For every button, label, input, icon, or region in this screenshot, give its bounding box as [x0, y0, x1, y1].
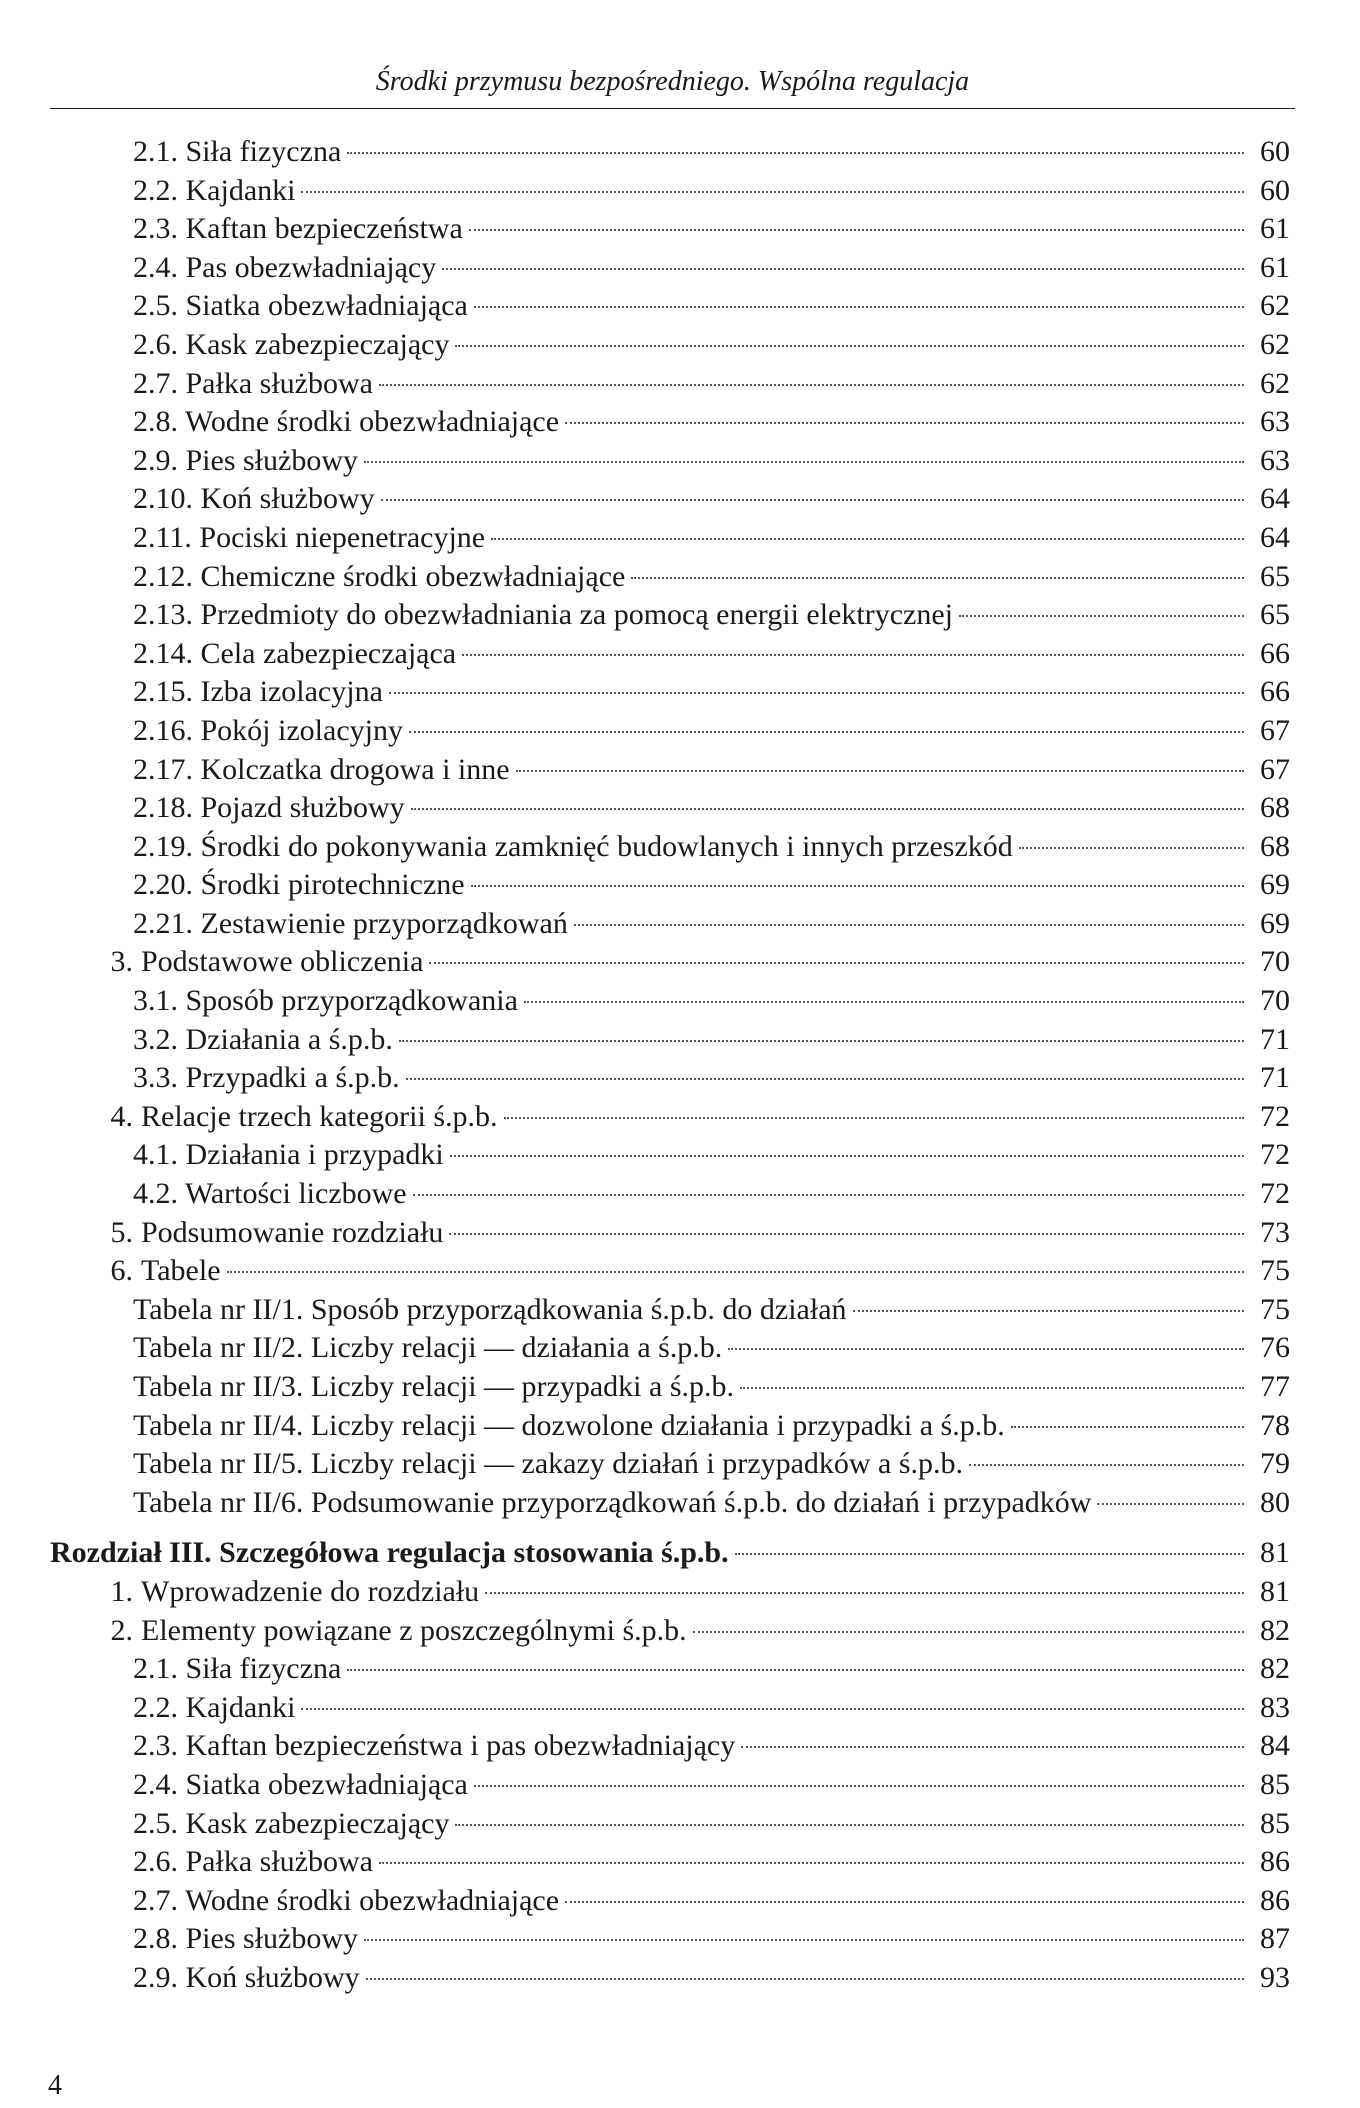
- toc-entry-title: 2.10. Koń służbowy: [133, 482, 375, 516]
- toc-entry-page: 75: [1260, 1292, 1290, 1326]
- toc-entry-title: 2.16. Pokój izolacyjny: [133, 713, 403, 747]
- dot-leader: [379, 1862, 1244, 1864]
- toc-entry: [50, 442, 1290, 481]
- toc-entry: [50, 1766, 1290, 1805]
- dot-leader: [969, 1464, 1244, 1466]
- toc-entry: [50, 1291, 1290, 1330]
- toc-entry-title: 2.15. Izba izolacyjna: [133, 675, 383, 709]
- toc-entry-title: Podsumowanie rozdziału: [141, 1215, 444, 1249]
- toc-entry-title: 2.21. Zestawienie przyporządkowań: [133, 906, 568, 940]
- toc-entry-page: 61: [1260, 212, 1290, 246]
- toc-entry-page: 85: [1260, 1806, 1290, 1840]
- toc-entry-title: 2.18. Pojazd służbowy: [133, 791, 405, 825]
- toc-entry: [50, 1021, 1290, 1060]
- toc-entry: [50, 1805, 1290, 1844]
- toc-entry-title: Tabela nr II/4. Liczby relacji — dozwolone działania i przypadki a ś.p.b.: [133, 1408, 1005, 1442]
- toc-entry-page: 81: [1260, 1536, 1290, 1570]
- toc-entry-title: Tabela nr II/3. Liczby relacji — przypadki a ś.p.b.: [133, 1370, 734, 1403]
- dot-leader: [411, 808, 1244, 810]
- toc-entry-page: 63: [1260, 405, 1290, 439]
- toc-entry-title: 2.8. Wodne środki obezwładniające: [133, 405, 560, 439]
- toc-entry-title: 2.9. Pies służbowy: [133, 443, 358, 477]
- toc-entry-page: 62: [1260, 289, 1290, 323]
- dot-leader: [735, 1553, 1244, 1555]
- toc-entry: [50, 1252, 1290, 1291]
- toc-entry-page: 86: [1260, 1883, 1290, 1917]
- toc-entry-title: 2.14. Cela zabezpieczająca: [133, 636, 457, 670]
- toc-entry-page: 60: [1260, 173, 1290, 207]
- toc-entry-title: 2.11. Pociski niepenetracyjne: [133, 520, 486, 554]
- toc-entry-title: Wprowadzenie do rozdziału: [141, 1574, 480, 1608]
- toc-entry: [50, 1098, 1290, 1137]
- toc-entry: [50, 712, 1290, 751]
- toc-entry: [50, 1689, 1290, 1728]
- toc-entry-page: 69: [1260, 868, 1290, 902]
- toc-entry: [50, 365, 1290, 404]
- toc-entry: [50, 1136, 1290, 1175]
- toc-entry-title: 2.13. Przedmioty do obezwładniania za pomocą energii elektrycznej: [133, 598, 953, 632]
- toc-entry-title: Tabela nr II/1. Sposób przyporządkowania ś.p.b. do działań: [133, 1292, 847, 1326]
- dot-leader: [301, 1708, 1244, 1710]
- dot-leader: [227, 1271, 1244, 1273]
- dot-leader: [449, 1233, 1244, 1235]
- toc-entry-page: 71: [1260, 1061, 1290, 1095]
- dot-leader: [364, 1939, 1244, 1941]
- toc-entry-page: 72: [1260, 1138, 1290, 1172]
- dot-leader: [406, 1078, 1244, 1080]
- toc-entry-title: Rozdział III. Szczegółowa regulacja stosowania ś.p.b.: [50, 1536, 729, 1570]
- toc-entry-page: 62: [1260, 366, 1290, 400]
- dot-leader: [631, 577, 1244, 579]
- header-rule: [50, 108, 1295, 109]
- toc-entry-page: 70: [1260, 945, 1290, 979]
- toc-entry-page: 70: [1260, 984, 1290, 1018]
- page-number: 4: [48, 2070, 62, 2101]
- dot-leader: [693, 1631, 1244, 1633]
- toc-chapter-entry: [50, 1534, 1290, 1573]
- toc-entry-page: 87: [1260, 1922, 1290, 1956]
- dot-leader: [301, 191, 1244, 193]
- toc-entry: [50, 1214, 1290, 1253]
- toc-entry: [50, 403, 1290, 442]
- toc-entry-title: Tabela nr II/2. Liczby relacji — działania a ś.p.b.: [133, 1331, 723, 1365]
- toc-entry: [50, 751, 1290, 790]
- toc-entry-page: 71: [1260, 1022, 1290, 1056]
- toc-entry-page: 67: [1260, 713, 1290, 747]
- toc-entry: [50, 1175, 1290, 1214]
- toc-entry: [50, 1407, 1290, 1446]
- toc-entry: [50, 480, 1290, 519]
- dot-leader: [574, 924, 1244, 926]
- toc-entry-page: 82: [1260, 1652, 1290, 1686]
- toc-entry: [50, 558, 1290, 597]
- toc-entry-page: 81: [1260, 1574, 1290, 1608]
- toc-entry-title: 4.1. Działania i przypadki: [133, 1138, 444, 1172]
- toc-entry-page: 64: [1260, 520, 1290, 554]
- toc-entry-page: 85: [1260, 1767, 1290, 1801]
- dot-leader: [491, 538, 1244, 540]
- toc-entry: [50, 1329, 1290, 1368]
- dot-leader: [381, 499, 1244, 501]
- toc-entry-title: Tabela nr II/6. Podsumowanie przyporządkowań ś.p.b. do działań i przypadków: [133, 1485, 1092, 1519]
- toc-entry-title: 2.17. Kolczatka drogowa i inne: [133, 752, 510, 786]
- toc-entry: [50, 1059, 1290, 1098]
- dot-leader: [524, 1001, 1244, 1003]
- toc-entry: [50, 1959, 1290, 1998]
- toc-entry: [50, 519, 1290, 558]
- toc-entry: [50, 1368, 1290, 1407]
- toc-entry-title: Podstawowe obliczenia: [141, 945, 424, 979]
- toc-entry-page: 80: [1260, 1485, 1290, 1519]
- dot-leader: [442, 268, 1244, 270]
- toc-entry: [50, 982, 1290, 1021]
- toc-entry-number: 3.: [110, 945, 133, 979]
- dot-leader: [450, 1155, 1244, 1157]
- dot-leader: [1019, 847, 1244, 849]
- toc-entry-page: 63: [1260, 443, 1290, 477]
- toc-entry-title: 2.6. Pałka służbowa: [133, 1845, 373, 1879]
- toc-entry: [50, 1882, 1290, 1921]
- toc-entry-title: Tabela nr II/5. Liczby relacji — zakazy działań i przypadków a ś.p.b.: [133, 1447, 964, 1481]
- toc-entry-page: 67: [1260, 752, 1290, 786]
- toc-entry: [50, 905, 1290, 944]
- toc-entry: [50, 943, 1290, 982]
- dot-leader: [429, 962, 1244, 964]
- toc-entry: [50, 1843, 1290, 1882]
- toc-entry: [50, 828, 1290, 867]
- toc-entry-page: 66: [1260, 675, 1290, 709]
- toc-entry-page: 83: [1260, 1690, 1290, 1724]
- dot-leader: [455, 345, 1244, 347]
- toc-entry-title: 2.7. Pałka służbowa: [133, 366, 373, 400]
- toc-entry-page: 79: [1260, 1447, 1290, 1481]
- toc-entry-page: 69: [1260, 906, 1290, 940]
- toc-entry-page: 73: [1260, 1215, 1290, 1249]
- dot-leader: [740, 1387, 1244, 1389]
- toc-entry-title: Elementy powiązane z poszczególnymi ś.p.b.: [141, 1613, 687, 1647]
- dot-leader: [516, 770, 1244, 772]
- dot-leader: [1097, 1503, 1244, 1505]
- toc-entry-title: 2.19. Środki do pokonywania zamknięć budowlanych i innych przeszkód: [133, 829, 1013, 863]
- toc-entry-title: 2.6. Kask zabezpieczający: [133, 327, 450, 361]
- toc-entry-title: 2.1. Siła fizyczna: [133, 1652, 342, 1686]
- toc-entry-title: 2.8. Pies służbowy: [133, 1922, 358, 1956]
- toc-entry-title: 2.2. Kajdanki: [133, 173, 296, 207]
- toc-entry-page: 66: [1260, 636, 1290, 670]
- toc-entry: [50, 1650, 1290, 1689]
- dot-leader: [366, 1978, 1244, 1980]
- toc-entry: [50, 1445, 1290, 1484]
- dot-leader: [413, 1194, 1244, 1196]
- toc-entry-page: 77: [1260, 1370, 1290, 1403]
- toc-entry-number: 6.: [110, 1254, 133, 1288]
- toc-entry-page: 64: [1260, 482, 1290, 516]
- dot-leader: [347, 1669, 1244, 1671]
- toc-entry: [50, 866, 1290, 905]
- dot-leader: [455, 1824, 1244, 1826]
- dot-leader: [565, 1901, 1244, 1903]
- table-of-contents: [50, 133, 1290, 1998]
- toc-entry: [50, 210, 1290, 249]
- toc-entry-title: 2.5. Kask zabezpieczający: [133, 1806, 450, 1840]
- toc-entry-number: 1.: [110, 1574, 133, 1608]
- toc-entry: [50, 1612, 1290, 1651]
- toc-entry-page: 62: [1260, 327, 1290, 361]
- toc-entry-page: 61: [1260, 250, 1290, 284]
- toc-entry-page: 72: [1260, 1099, 1290, 1133]
- toc-entry-title: 2.4. Siatka obezwładniająca: [133, 1767, 468, 1801]
- toc-entry: [50, 326, 1290, 365]
- toc-entry-title: 2.4. Pas obezwładniający: [133, 250, 437, 284]
- dot-leader: [409, 731, 1244, 733]
- toc-entry: [50, 1573, 1290, 1612]
- toc-entry-page: 68: [1260, 829, 1290, 863]
- toc-entry-number: 2.: [110, 1613, 133, 1647]
- dot-leader: [389, 692, 1244, 694]
- toc-entry-page: 76: [1260, 1331, 1290, 1365]
- toc-entry-title: 4.2. Wartości liczbowe: [133, 1177, 407, 1211]
- toc-entry-number: 5.: [110, 1215, 133, 1249]
- toc-entry-page: 84: [1260, 1729, 1290, 1763]
- dot-leader: [462, 654, 1244, 656]
- toc-entry: [50, 172, 1290, 211]
- dot-leader: [565, 422, 1244, 424]
- dot-leader: [471, 885, 1244, 887]
- toc-entry-title: 3.1. Sposób przyporządkowania: [133, 984, 518, 1018]
- toc-entry-page: 72: [1260, 1177, 1290, 1211]
- dot-leader: [741, 1746, 1244, 1748]
- dot-leader: [347, 152, 1244, 154]
- toc-entry-page: 65: [1260, 559, 1290, 593]
- toc-entry-page: 68: [1260, 791, 1290, 825]
- dot-leader: [379, 384, 1244, 386]
- dot-leader: [399, 1040, 1244, 1042]
- toc-entry: [50, 1920, 1290, 1959]
- toc-entry-title: 2.3. Kaftan bezpieczeństwa: [133, 212, 463, 246]
- toc-entry-title: Tabele: [141, 1254, 221, 1288]
- toc-entry-title: 3.3. Przypadki a ś.p.b.: [133, 1061, 400, 1095]
- toc-entry: [50, 1484, 1290, 1523]
- dot-leader: [504, 1117, 1244, 1119]
- dot-leader: [1011, 1426, 1244, 1428]
- toc-entry: [50, 133, 1290, 172]
- toc-entry: [50, 596, 1290, 635]
- toc-entry-page: 93: [1260, 1960, 1290, 1994]
- toc-entry-title: 2.12. Chemiczne środki obezwładniające: [133, 559, 626, 593]
- dot-leader: [364, 461, 1244, 463]
- toc-entry-page: 65: [1260, 598, 1290, 632]
- dot-leader: [469, 229, 1244, 231]
- toc-entry-title: Relacje trzech kategorii ś.p.b.: [141, 1099, 498, 1133]
- toc-entry-title: 2.7. Wodne środki obezwładniające: [133, 1883, 560, 1917]
- toc-entry-page: 75: [1260, 1254, 1290, 1288]
- toc-entry-page: 86: [1260, 1845, 1290, 1879]
- toc-entry: [50, 673, 1290, 712]
- toc-entry: [50, 1727, 1290, 1766]
- dot-leader: [728, 1348, 1244, 1350]
- dot-leader: [474, 1785, 1244, 1787]
- toc-entry-title: 2.1. Siła fizyczna: [133, 135, 342, 168]
- toc-entry-page: 82: [1260, 1613, 1290, 1647]
- toc-entry-number: 4.: [110, 1099, 133, 1133]
- toc-entry: [50, 789, 1290, 828]
- toc-entry-page: 60: [1260, 135, 1290, 168]
- toc-entry-title: 2.20. Środki pirotechniczne: [133, 868, 465, 902]
- toc-entry-page: 78: [1260, 1408, 1290, 1442]
- toc-entry-title: 2.2. Kajdanki: [133, 1690, 296, 1724]
- dot-leader: [474, 306, 1244, 308]
- dot-leader: [853, 1310, 1244, 1312]
- toc-entry: [50, 287, 1290, 326]
- toc-entry-title: 2.9. Koń służbowy: [133, 1960, 360, 1994]
- dot-leader: [959, 615, 1244, 617]
- toc-entry-title: 3.2. Działania a ś.p.b.: [133, 1022, 393, 1056]
- toc-entry-title: 2.3. Kaftan bezpieczeństwa i pas obezwładniający: [133, 1729, 736, 1763]
- toc-entry: [50, 249, 1290, 288]
- dot-leader: [485, 1592, 1244, 1594]
- toc-entry-title: 2.5. Siatka obezwładniająca: [133, 289, 468, 323]
- running-header: Środki przymusu bezpośredniego. Wspólna regulacja: [375, 66, 970, 97]
- toc-entry: [50, 635, 1290, 674]
